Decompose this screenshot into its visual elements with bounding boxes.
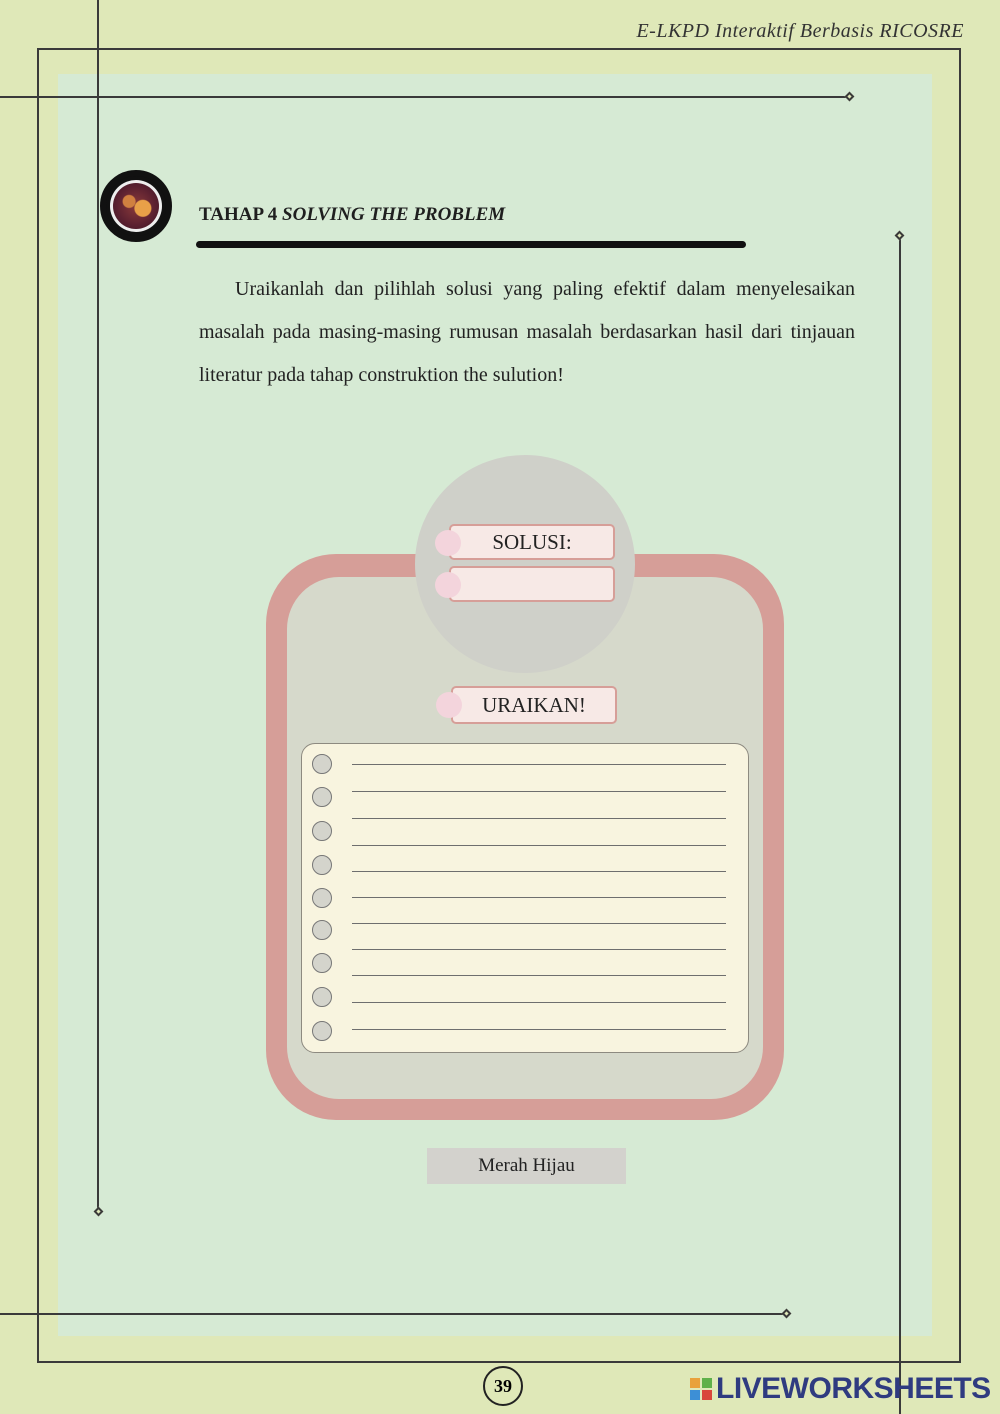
liveworksheets-logo-icon (690, 1378, 712, 1400)
stage-title (199, 204, 505, 226)
notebook-ring (312, 888, 332, 908)
answer-line (352, 818, 726, 819)
answer-line (352, 897, 726, 898)
left-vertical-line (97, 0, 99, 1212)
stage-prefix: TAHAP 4 (199, 204, 283, 225)
uraikan-label-dot (436, 692, 462, 718)
solusi-circle (415, 455, 635, 673)
top-horizontal-line (0, 96, 848, 98)
solusi-answer-field[interactable] (449, 566, 615, 602)
answer-line (352, 871, 726, 872)
page-number: 39 (483, 1366, 523, 1406)
liveworksheets-brand-text: LIVEWORKSHEETS (716, 1372, 991, 1405)
answer-line (352, 845, 726, 846)
answer-line (352, 764, 726, 765)
notebook-ring (312, 855, 332, 875)
virus-image-icon (113, 183, 159, 229)
title-underline (196, 241, 746, 248)
solusi-answer-dot (435, 572, 461, 598)
right-vertical-line (899, 237, 901, 1414)
answer-dropdown[interactable]: Merah Hijau (427, 1148, 626, 1184)
answer-line (352, 791, 726, 792)
stage-name: SOLVING THE PROBLEM (282, 204, 506, 225)
notebook-ring (312, 987, 332, 1007)
stage-icon (100, 170, 172, 242)
answer-line (352, 949, 726, 950)
notebook-ring (312, 920, 332, 940)
answer-line (352, 1002, 726, 1003)
liveworksheets-logo (690, 1372, 991, 1406)
notebook-ring (312, 754, 332, 774)
answer-line (352, 975, 726, 976)
instruction-paragraph: Uraikanlah dan pilihlah solusi yang paling efektif dalam menyelesaikan masalah pada masing-masing rumusan masalah berdasarkan hasil dari tinjauan literatur pada tahap construktion the sulution! (199, 278, 855, 386)
uraikan-answer-area[interactable] (301, 743, 749, 1053)
uraikan-label: URAIKAN! (451, 686, 617, 724)
notebook-ring (312, 953, 332, 973)
notebook-ring (312, 821, 332, 841)
solusi-label: SOLUSI: (449, 524, 615, 560)
answer-line (352, 923, 726, 924)
notebook-ring (312, 787, 332, 807)
solusi-label-dot (435, 530, 461, 556)
bottom-horizontal-line (0, 1313, 786, 1315)
document-header: E-LKPD Interaktif Berbasis RICOSRE (636, 20, 964, 42)
notebook-ring (312, 1021, 332, 1041)
answer-line (352, 1029, 726, 1030)
